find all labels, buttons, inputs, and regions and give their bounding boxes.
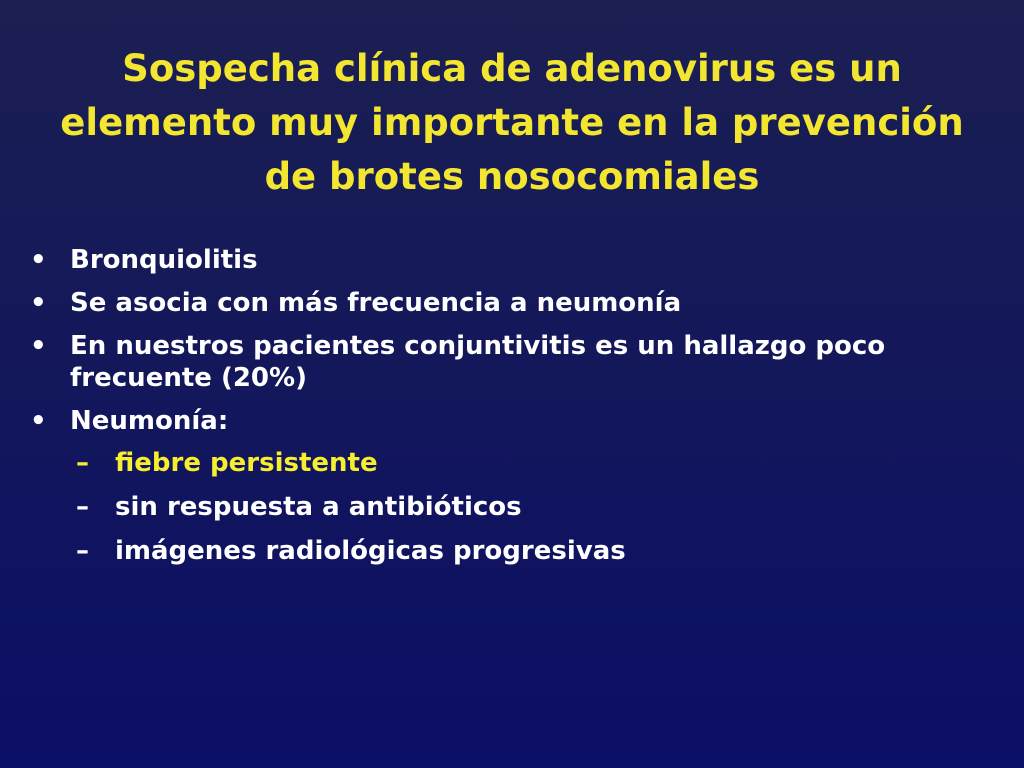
sub-bullet-item <box>0 535 984 567</box>
sub-bullet-item <box>0 447 984 479</box>
bullet-item <box>0 405 1024 567</box>
slide-title: Sospecha clínica de adenovirus es un elemento muy importante en la prevención de brotes nosocomiales <box>60 47 964 198</box>
bullet-text: Neumonía: <box>70 406 229 436</box>
bullet-text: Bronquiolitis <box>70 245 258 275</box>
bullet-marker: • <box>30 331 47 361</box>
bullet-marker: • <box>30 245 47 275</box>
bullet-text: En nuestros pacientes conjuntivitis es un hallazgo poco frecuente (20%) <box>70 331 886 393</box>
bullet-item <box>0 244 1024 276</box>
sub-bullet-text: sin respuesta a antibióticos <box>115 492 522 522</box>
dash-marker: – <box>76 492 89 522</box>
sub-bullet-list <box>70 447 984 567</box>
bullet-list <box>0 244 1024 579</box>
bullet-marker: • <box>30 406 47 436</box>
bullet-item <box>0 287 1024 319</box>
sub-bullet-text: fiebre persistente <box>115 448 378 478</box>
bullet-text: Se asocia con más frecuencia a neumonía <box>70 288 682 318</box>
bullet-item <box>0 330 1024 394</box>
bullet-marker: • <box>30 288 47 318</box>
sub-bullet-item <box>0 491 984 523</box>
sub-bullet-text: imágenes radiológicas progresivas <box>115 536 626 566</box>
dash-marker: – <box>76 536 89 566</box>
dash-marker: – <box>76 448 89 478</box>
